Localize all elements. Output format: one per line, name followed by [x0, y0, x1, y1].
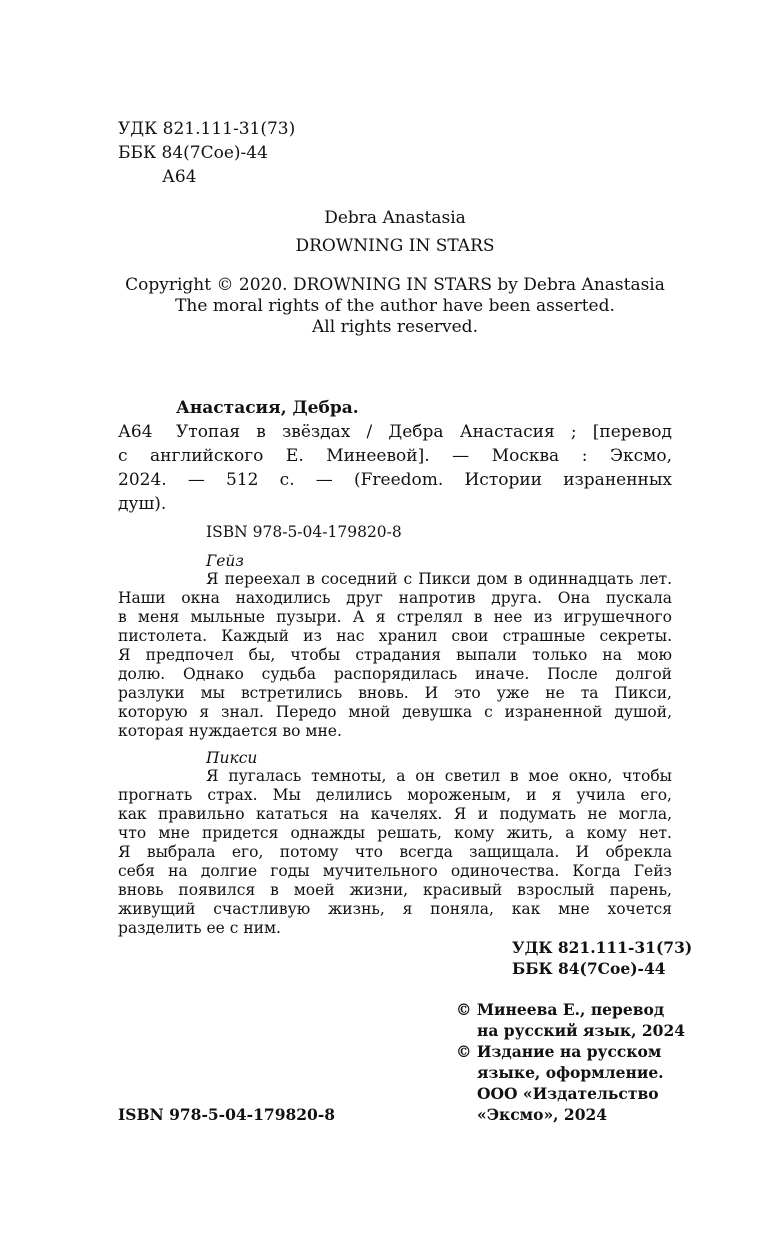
annotation-gaze-line: в меня мыльные пузыри. А я стрелял в нее из игрушечного [118, 608, 672, 626]
bib-desc-line-1: Утопая в звёздах / Дебра Анастасия ; [перевод [176, 422, 672, 442]
annotation-name-pixie: Пикси [206, 749, 258, 767]
annotation-gaze-line: Наши окна находились друг напротив друга. Она пускала [118, 589, 672, 607]
author-sign: А64 [162, 167, 197, 187]
annotation-gaze-line: которую я знал. Передо мной девушка с израненной душой, [118, 703, 672, 721]
bib-desc-line-2: с английского Е. Минеевой]. — Москва : Эксмо, [118, 446, 672, 466]
copyright-edition-line: © Издание на русском [456, 1042, 662, 1061]
annotation-pixie-line: прогнать страх. Мы делились мороженым, и я учила его, [118, 786, 672, 804]
annotation-pixie-line: себя на долгие годы мучительного одиночества. Когда Гейз [118, 862, 672, 880]
footer-isbn: ISBN 978-5-04-179820-8 [118, 1105, 336, 1124]
copyright-edition-line: «Эксмо», 2024 [477, 1105, 608, 1124]
annotation-pixie-line: живущий счастливую жизнь, я поняла, как мне хочется [118, 900, 672, 918]
copyright-line-2: The moral rights of the author have been asserted. [175, 296, 615, 316]
annotation-pixie-line: Я выбрала его, потому что всегда защищала. И обрекла [118, 843, 672, 861]
annotation-gaze-line: пистолета. Каждый из нас хранил свои страшные секреты. [118, 627, 672, 645]
bib-desc-line-4: душ). [118, 494, 167, 514]
annotation-pixie-line: как правильно кататься на качелях. Я и подумать не могла, [118, 805, 672, 823]
copyright-translation-line: © Минеева Е., перевод [456, 1000, 665, 1019]
annotation-gaze-line: долю. Однако судьба распорядилась иначе. После долгой [118, 665, 672, 683]
annotation-gaze-line: Я переехал в соседний с Пикси дом в одиннадцать лет. [206, 570, 672, 588]
original-title: DROWNING IN STARS [295, 236, 495, 256]
copyright-translation-line: на русский язык, 2024 [477, 1021, 686, 1040]
annotation-name-gaze: Гейз [206, 552, 244, 570]
bib-heading: Анастасия, Дебра. [176, 398, 359, 418]
annotation-pixie-line: вновь появился в моей жизни, красивый взрослый парень, [118, 881, 672, 899]
copyright-line-3: All rights reserved. [312, 317, 478, 337]
bib-code: А64 [118, 422, 153, 442]
annotation-gaze-line: разлуки мы встретились вновь. И это уже не та Пикси, [118, 684, 672, 702]
annotation-pixie-line: что мне придется однажды решать, кому жить, а кому нет. [118, 824, 672, 842]
bib-desc-line-3: 2024. — 512 с. — (Freedom. Истории израненных [118, 470, 672, 490]
udk-code: УДК 821.111-31(73) [118, 119, 296, 139]
annotation-gaze-line: Я предпочел бы, чтобы страдания выпали только на мою [118, 646, 672, 664]
bbk-code: ББК 84(7Сое)-44 [118, 143, 268, 163]
annotation-pixie-line: разделить ее с ним. [118, 919, 281, 937]
original-author: Debra Anastasia [324, 208, 466, 228]
footer-bbk: ББК 84(7Сое)-44 [512, 959, 666, 978]
copyright-line-1: Copyright © 2020. DROWNING IN STARS by Debra Anastasia [125, 275, 665, 295]
bib-isbn: ISBN 978-5-04-179820-8 [206, 523, 402, 541]
annotation-pixie-line: Я пугалась темноты, а он светил в мое окно, чтобы [206, 767, 672, 785]
copyright-edition-line: ООО «Издательство [477, 1084, 659, 1103]
footer-udk: УДК 821.111-31(73) [512, 938, 693, 957]
annotation-gaze-line: которая нуждается во мне. [118, 722, 342, 740]
copyright-edition-line: языке, оформление. [477, 1063, 664, 1082]
